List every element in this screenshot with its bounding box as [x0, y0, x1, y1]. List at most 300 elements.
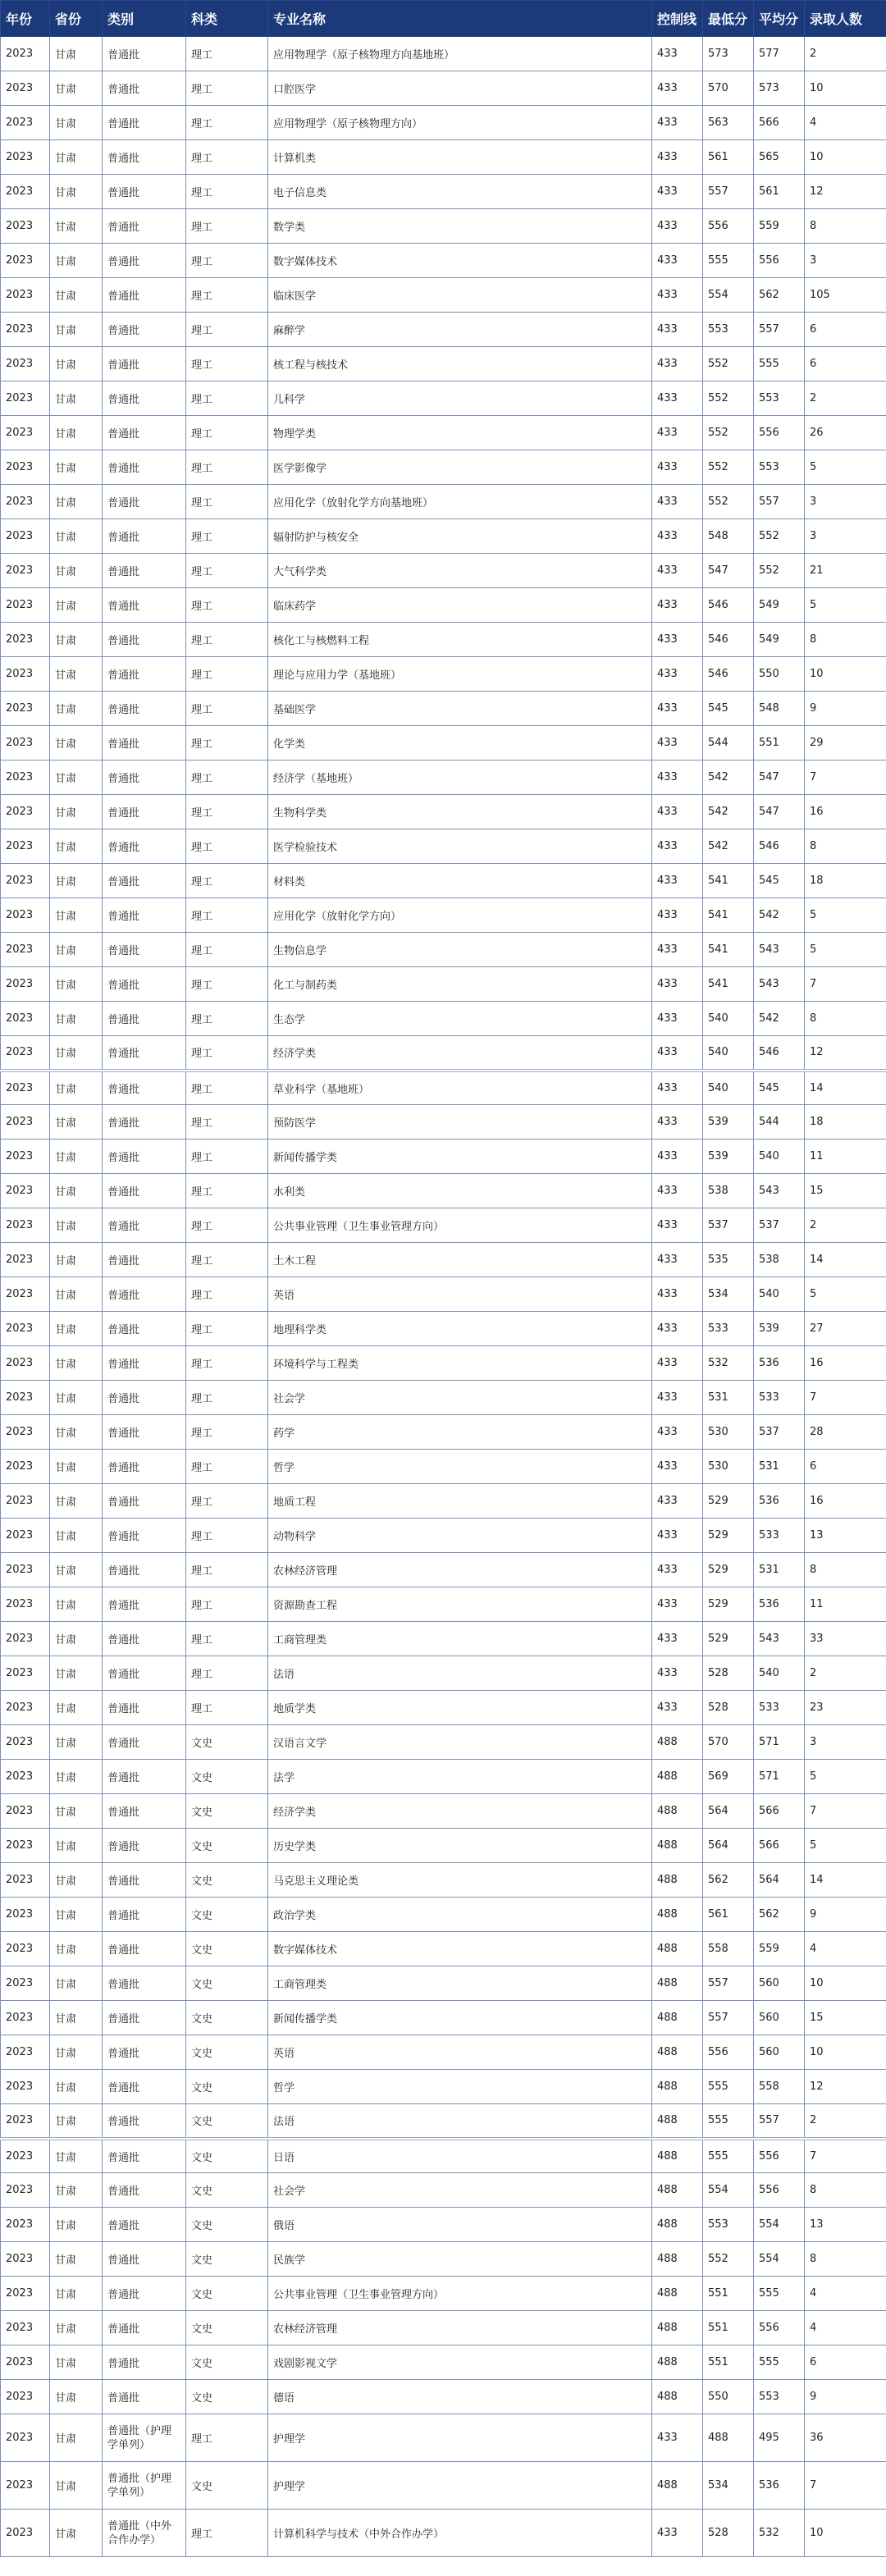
- cell-admitted-count: 13: [805, 1519, 886, 1553]
- cell-major-name: 材料类: [268, 864, 652, 898]
- table-row: [1, 1140, 886, 1174]
- cell-subject-type: 理工: [186, 1450, 268, 1484]
- cell-year: 2023: [1, 898, 50, 933]
- cell-admitted-count: 4: [805, 1932, 886, 1966]
- cell-avg-score: 555: [754, 2345, 805, 2380]
- cell-major-name: 护理学: [268, 2414, 652, 2462]
- cell-batch: 普通批: [103, 450, 186, 485]
- cell-control-line: 433: [652, 1105, 703, 1140]
- cell-min-score: 534: [703, 2462, 754, 2510]
- cell-major-name: 数字媒体技术: [268, 244, 652, 278]
- cell-admitted-count: 5: [805, 933, 886, 967]
- cell-avg-score: 556: [754, 2139, 805, 2173]
- cell-major-name: 计算机类: [268, 140, 652, 175]
- cell-admitted-count: 12: [805, 2070, 886, 2104]
- cell-avg-score: 531: [754, 1553, 805, 1587]
- cell-control-line: 488: [652, 2035, 703, 2070]
- cell-control-line: 488: [652, 2242, 703, 2277]
- cell-subject-type: 理工: [186, 140, 268, 175]
- cell-avg-score: 536: [754, 1484, 805, 1519]
- cell-avg-score: 559: [754, 209, 805, 244]
- cell-control-line: 433: [652, 1346, 703, 1381]
- cell-admitted-count: 13: [805, 2208, 886, 2242]
- cell-admitted-count: 9: [805, 692, 886, 726]
- cell-province: 甘肃: [50, 71, 103, 106]
- cell-min-score: 542: [703, 829, 754, 864]
- cell-min-score: 564: [703, 1829, 754, 1863]
- cell-year: 2023: [1, 2035, 50, 2070]
- cell-batch: 普通批: [103, 2173, 186, 2208]
- cell-province: 甘肃: [50, 2208, 103, 2242]
- cell-batch: 普通批: [103, 1829, 186, 1863]
- cell-subject-type: 理工: [186, 519, 268, 554]
- table-row: [1, 898, 886, 933]
- cell-control-line: 433: [652, 347, 703, 381]
- cell-subject-type: 理工: [186, 1415, 268, 1450]
- cell-avg-score: 562: [754, 278, 805, 313]
- cell-admitted-count: 8: [805, 2173, 886, 2208]
- table-row: [1, 1587, 886, 1622]
- cell-admitted-count: 11: [805, 1140, 886, 1174]
- cell-control-line: 433: [652, 623, 703, 657]
- cell-admitted-count: 3: [805, 485, 886, 519]
- cell-province: 甘肃: [50, 1105, 103, 1140]
- cell-batch: 普通批: [103, 244, 186, 278]
- cell-year: 2023: [1, 519, 50, 554]
- cell-batch: 普通批: [103, 37, 186, 71]
- cell-batch: 普通批: [103, 175, 186, 209]
- cell-control-line: 488: [652, 2311, 703, 2345]
- cell-subject-type: 理工: [186, 967, 268, 1002]
- cell-province: 甘肃: [50, 450, 103, 485]
- table-row: [1, 795, 886, 829]
- cell-avg-score: 556: [754, 416, 805, 450]
- cell-batch: 普通批（护理学单列）: [103, 2462, 186, 2510]
- cell-control-line: 433: [652, 37, 703, 71]
- cell-avg-score: 543: [754, 1174, 805, 1208]
- cell-province: 甘肃: [50, 209, 103, 244]
- cell-avg-score: 557: [754, 2104, 805, 2139]
- cell-province: 甘肃: [50, 933, 103, 967]
- cell-major-name: 马克思主义理论类: [268, 1863, 652, 1898]
- cell-province: 甘肃: [50, 1312, 103, 1346]
- cell-subject-type: 文史: [186, 2070, 268, 2104]
- table-row: [1, 1794, 886, 1829]
- cell-province: 甘肃: [50, 106, 103, 140]
- cell-subject-type: 文史: [186, 2311, 268, 2345]
- cell-control-line: 433: [652, 1312, 703, 1346]
- cell-min-score: 551: [703, 2311, 754, 2345]
- cell-control-line: 433: [652, 519, 703, 554]
- cell-major-name: 戏剧影视文学: [268, 2345, 652, 2380]
- cell-year: 2023: [1, 2139, 50, 2173]
- cell-control-line: 488: [652, 2462, 703, 2510]
- cell-avg-score: 537: [754, 1208, 805, 1243]
- table-row: [1, 140, 886, 175]
- cell-admitted-count: 9: [805, 2380, 886, 2414]
- table-row: [1, 1691, 886, 1725]
- cell-admitted-count: 10: [805, 657, 886, 692]
- table-row: [1, 175, 886, 209]
- cell-subject-type: 文史: [186, 2173, 268, 2208]
- cell-control-line: 433: [652, 1071, 703, 1105]
- cell-avg-score: 549: [754, 623, 805, 657]
- cell-major-name: 物理学类: [268, 416, 652, 450]
- cell-major-name: 地质学类: [268, 1691, 652, 1725]
- cell-year: 2023: [1, 1898, 50, 1932]
- cell-year: 2023: [1, 2208, 50, 2242]
- table-row: [1, 2104, 886, 2139]
- cell-province: 甘肃: [50, 1208, 103, 1243]
- cell-admitted-count: 14: [805, 1243, 886, 1277]
- cell-province: 甘肃: [50, 2035, 103, 2070]
- cell-batch: 普通批: [103, 933, 186, 967]
- cell-province: 甘肃: [50, 278, 103, 313]
- cell-province: 甘肃: [50, 2462, 103, 2510]
- table-row: [1, 2510, 886, 2557]
- cell-province: 甘肃: [50, 1794, 103, 1829]
- cell-batch: 普通批: [103, 2070, 186, 2104]
- cell-avg-score: 566: [754, 1794, 805, 1829]
- cell-year: 2023: [1, 313, 50, 347]
- cell-subject-type: 理工: [186, 795, 268, 829]
- cell-min-score: 541: [703, 864, 754, 898]
- cell-batch: 普通批: [103, 1450, 186, 1484]
- cell-major-name: 应用化学（放射化学方向）: [268, 898, 652, 933]
- cell-control-line: 488: [652, 1760, 703, 1794]
- header-control-line: 控制线: [652, 1, 703, 37]
- cell-year: 2023: [1, 2070, 50, 2104]
- cell-avg-score: 566: [754, 106, 805, 140]
- cell-year: 2023: [1, 2462, 50, 2510]
- table-row: [1, 1105, 886, 1140]
- cell-admitted-count: 10: [805, 140, 886, 175]
- cell-batch: 普通批: [103, 1656, 186, 1691]
- cell-subject-type: 理工: [186, 1105, 268, 1140]
- cell-min-score: 555: [703, 2070, 754, 2104]
- table-row: [1, 37, 886, 71]
- cell-batch: 普通批: [103, 1105, 186, 1140]
- cell-batch: 普通批: [103, 1691, 186, 1725]
- cell-admitted-count: 7: [805, 1381, 886, 1415]
- cell-province: 甘肃: [50, 1587, 103, 1622]
- cell-year: 2023: [1, 1725, 50, 1760]
- cell-batch: 普通批: [103, 623, 186, 657]
- cell-avg-score: 553: [754, 2380, 805, 2414]
- cell-subject-type: 理工: [186, 864, 268, 898]
- cell-admitted-count: 8: [805, 829, 886, 864]
- cell-major-name: 经济学类: [268, 1036, 652, 1071]
- cell-admitted-count: 5: [805, 450, 886, 485]
- cell-year: 2023: [1, 1450, 50, 1484]
- cell-control-line: 433: [652, 657, 703, 692]
- cell-batch: 普通批: [103, 2345, 186, 2380]
- cell-control-line: 433: [652, 450, 703, 485]
- cell-batch: 普通批: [103, 313, 186, 347]
- cell-control-line: 433: [652, 1622, 703, 1656]
- cell-province: 甘肃: [50, 140, 103, 175]
- table-row: [1, 209, 886, 244]
- cell-year: 2023: [1, 140, 50, 175]
- cell-min-score: 538: [703, 1174, 754, 1208]
- cell-year: 2023: [1, 1656, 50, 1691]
- table-row: [1, 2070, 886, 2104]
- table-row: [1, 1725, 886, 1760]
- cell-admitted-count: 36: [805, 2414, 886, 2462]
- cell-province: 甘肃: [50, 2414, 103, 2462]
- cell-admitted-count: 3: [805, 244, 886, 278]
- cell-major-name: 医学影像学: [268, 450, 652, 485]
- cell-batch: 普通批: [103, 2104, 186, 2139]
- table-row: [1, 2380, 886, 2414]
- table-row: [1, 554, 886, 588]
- cell-batch: 普通批: [103, 1415, 186, 1450]
- cell-avg-score: 571: [754, 1725, 805, 1760]
- cell-province: 甘肃: [50, 657, 103, 692]
- cell-major-name: 工商管理类: [268, 1622, 652, 1656]
- cell-min-score: 544: [703, 726, 754, 760]
- cell-min-score: 545: [703, 692, 754, 726]
- cell-major-name: 经济学类: [268, 1794, 652, 1829]
- cell-admitted-count: 15: [805, 2001, 886, 2035]
- cell-major-name: 哲学: [268, 1450, 652, 1484]
- cell-major-name: 经济学（基地班）: [268, 760, 652, 795]
- table-row: [1, 726, 886, 760]
- cell-year: 2023: [1, 795, 50, 829]
- cell-year: 2023: [1, 864, 50, 898]
- cell-subject-type: 文史: [186, 2380, 268, 2414]
- cell-year: 2023: [1, 2277, 50, 2311]
- cell-batch: 普通批（中外合作办学）: [103, 2510, 186, 2557]
- cell-avg-score: 549: [754, 588, 805, 623]
- cell-subject-type: 理工: [186, 106, 268, 140]
- cell-subject-type: 理工: [186, 933, 268, 967]
- cell-batch: 普通批（护理学单列）: [103, 2414, 186, 2462]
- cell-major-name: 理论与应用力学（基地班）: [268, 657, 652, 692]
- cell-subject-type: 文史: [186, 2139, 268, 2173]
- cell-major-name: 基础医学: [268, 692, 652, 726]
- cell-major-name: 日语: [268, 2139, 652, 2173]
- cell-control-line: 488: [652, 2104, 703, 2139]
- table-row: [1, 2242, 886, 2277]
- cell-admitted-count: 8: [805, 2242, 886, 2277]
- cell-control-line: 433: [652, 1208, 703, 1243]
- cell-batch: 普通批: [103, 1140, 186, 1174]
- cell-batch: 普通批: [103, 1208, 186, 1243]
- cell-province: 甘肃: [50, 1725, 103, 1760]
- cell-control-line: 433: [652, 1243, 703, 1277]
- cell-min-score: 546: [703, 623, 754, 657]
- cell-major-name: 环境科学与工程类: [268, 1346, 652, 1381]
- cell-subject-type: 理工: [186, 692, 268, 726]
- cell-control-line: 433: [652, 71, 703, 106]
- cell-min-score: 569: [703, 1760, 754, 1794]
- cell-min-score: 528: [703, 2510, 754, 2557]
- cell-control-line: 488: [652, 2070, 703, 2104]
- cell-min-score: 488: [703, 2414, 754, 2462]
- cell-subject-type: 理工: [186, 71, 268, 106]
- cell-avg-score: 542: [754, 898, 805, 933]
- cell-subject-type: 理工: [186, 898, 268, 933]
- cell-batch: 普通批: [103, 726, 186, 760]
- cell-avg-score: 543: [754, 1622, 805, 1656]
- cell-batch: 普通批: [103, 1036, 186, 1071]
- cell-major-name: 大气科学类: [268, 554, 652, 588]
- cell-subject-type: 文史: [186, 1863, 268, 1898]
- cell-major-name: 医学检验技术: [268, 829, 652, 864]
- cell-batch: 普通批: [103, 1725, 186, 1760]
- cell-year: 2023: [1, 381, 50, 416]
- cell-province: 甘肃: [50, 175, 103, 209]
- cell-subject-type: 理工: [186, 1208, 268, 1243]
- cell-subject-type: 文史: [186, 2462, 268, 2510]
- cell-subject-type: 理工: [186, 1691, 268, 1725]
- cell-admitted-count: 10: [805, 2035, 886, 2070]
- cell-province: 甘肃: [50, 1519, 103, 1553]
- cell-admitted-count: 2: [805, 1656, 886, 1691]
- cell-year: 2023: [1, 71, 50, 106]
- table-header: [1, 1, 886, 37]
- cell-province: 甘肃: [50, 1966, 103, 2001]
- cell-batch: 普通批: [103, 1312, 186, 1346]
- cell-subject-type: 文史: [186, 2035, 268, 2070]
- cell-province: 甘肃: [50, 1071, 103, 1105]
- cell-year: 2023: [1, 760, 50, 795]
- cell-subject-type: 理工: [186, 1553, 268, 1587]
- cell-min-score: 552: [703, 347, 754, 381]
- cell-admitted-count: 7: [805, 1794, 886, 1829]
- cell-province: 甘肃: [50, 967, 103, 1002]
- cell-avg-score: 553: [754, 450, 805, 485]
- cell-admitted-count: 10: [805, 2510, 886, 2557]
- cell-province: 甘肃: [50, 588, 103, 623]
- table-row: [1, 2173, 886, 2208]
- cell-major-name: 历史学类: [268, 1829, 652, 1863]
- cell-province: 甘肃: [50, 2139, 103, 2173]
- cell-avg-score: 564: [754, 1863, 805, 1898]
- cell-control-line: 433: [652, 1002, 703, 1036]
- cell-min-score: 562: [703, 1863, 754, 1898]
- cell-admitted-count: 7: [805, 760, 886, 795]
- cell-min-score: 546: [703, 657, 754, 692]
- cell-major-name: 法学: [268, 1760, 652, 1794]
- table-row: [1, 1966, 886, 2001]
- cell-year: 2023: [1, 1484, 50, 1519]
- cell-batch: 普通批: [103, 1587, 186, 1622]
- table-row: [1, 2035, 886, 2070]
- cell-year: 2023: [1, 1829, 50, 1863]
- cell-subject-type: 理工: [186, 485, 268, 519]
- cell-control-line: 433: [652, 1484, 703, 1519]
- cell-year: 2023: [1, 175, 50, 209]
- cell-avg-score: 495: [754, 2414, 805, 2462]
- cell-province: 甘肃: [50, 829, 103, 864]
- table-row: [1, 933, 886, 967]
- cell-batch: 普通批: [103, 1002, 186, 1036]
- cell-control-line: 433: [652, 1450, 703, 1484]
- table-row: [1, 760, 886, 795]
- cell-admitted-count: 7: [805, 967, 886, 1002]
- cell-avg-score: 545: [754, 1071, 805, 1105]
- cell-major-name: 法语: [268, 2104, 652, 2139]
- cell-control-line: 488: [652, 2345, 703, 2380]
- cell-admitted-count: 16: [805, 1484, 886, 1519]
- cell-subject-type: 理工: [186, 175, 268, 209]
- cell-control-line: 433: [652, 1415, 703, 1450]
- cell-subject-type: 理工: [186, 381, 268, 416]
- cell-min-score: 552: [703, 381, 754, 416]
- cell-min-score: 529: [703, 1622, 754, 1656]
- cell-control-line: 433: [652, 416, 703, 450]
- cell-major-name: 社会学: [268, 1381, 652, 1415]
- cell-province: 甘肃: [50, 1381, 103, 1415]
- cell-control-line: 433: [652, 967, 703, 1002]
- table-row: [1, 1002, 886, 1036]
- cell-min-score: 557: [703, 2001, 754, 2035]
- cell-min-score: 563: [703, 106, 754, 140]
- cell-subject-type: 理工: [186, 347, 268, 381]
- cell-year: 2023: [1, 1794, 50, 1829]
- cell-admitted-count: 28: [805, 1415, 886, 1450]
- cell-subject-type: 理工: [186, 37, 268, 71]
- cell-admitted-count: 21: [805, 554, 886, 588]
- cell-subject-type: 文史: [186, 2001, 268, 2035]
- cell-admitted-count: 6: [805, 347, 886, 381]
- cell-province: 甘肃: [50, 864, 103, 898]
- cell-province: 甘肃: [50, 2104, 103, 2139]
- cell-admitted-count: 18: [805, 1105, 886, 1140]
- cell-year: 2023: [1, 1002, 50, 1036]
- cell-avg-score: 538: [754, 1243, 805, 1277]
- cell-control-line: 433: [652, 175, 703, 209]
- cell-control-line: 433: [652, 278, 703, 313]
- cell-subject-type: 理工: [186, 1174, 268, 1208]
- cell-min-score: 551: [703, 2277, 754, 2311]
- cell-avg-score: 573: [754, 71, 805, 106]
- cell-batch: 普通批: [103, 71, 186, 106]
- cell-control-line: 433: [652, 726, 703, 760]
- cell-min-score: 528: [703, 1691, 754, 1725]
- cell-avg-score: 546: [754, 1036, 805, 1071]
- cell-control-line: 488: [652, 1863, 703, 1898]
- cell-major-name: 数字媒体技术: [268, 1932, 652, 1966]
- cell-min-score: 551: [703, 2345, 754, 2380]
- cell-subject-type: 理工: [186, 1656, 268, 1691]
- cell-year: 2023: [1, 623, 50, 657]
- cell-year: 2023: [1, 1346, 50, 1381]
- cell-admitted-count: 2: [805, 37, 886, 71]
- cell-avg-score: 571: [754, 1760, 805, 1794]
- cell-avg-score: 537: [754, 1415, 805, 1450]
- cell-province: 甘肃: [50, 2001, 103, 2035]
- cell-province: 甘肃: [50, 2345, 103, 2380]
- cell-subject-type: 文史: [186, 2345, 268, 2380]
- cell-avg-score: 543: [754, 967, 805, 1002]
- cell-year: 2023: [1, 2510, 50, 2557]
- table-row: [1, 71, 886, 106]
- cell-subject-type: 文史: [186, 1966, 268, 2001]
- cell-subject-type: 理工: [186, 1036, 268, 1071]
- cell-year: 2023: [1, 933, 50, 967]
- cell-admitted-count: 4: [805, 106, 886, 140]
- cell-year: 2023: [1, 416, 50, 450]
- cell-control-line: 433: [652, 760, 703, 795]
- cell-control-line: 433: [652, 1553, 703, 1587]
- cell-year: 2023: [1, 2414, 50, 2462]
- cell-year: 2023: [1, 347, 50, 381]
- cell-avg-score: 533: [754, 1691, 805, 1725]
- cell-subject-type: 理工: [186, 1243, 268, 1277]
